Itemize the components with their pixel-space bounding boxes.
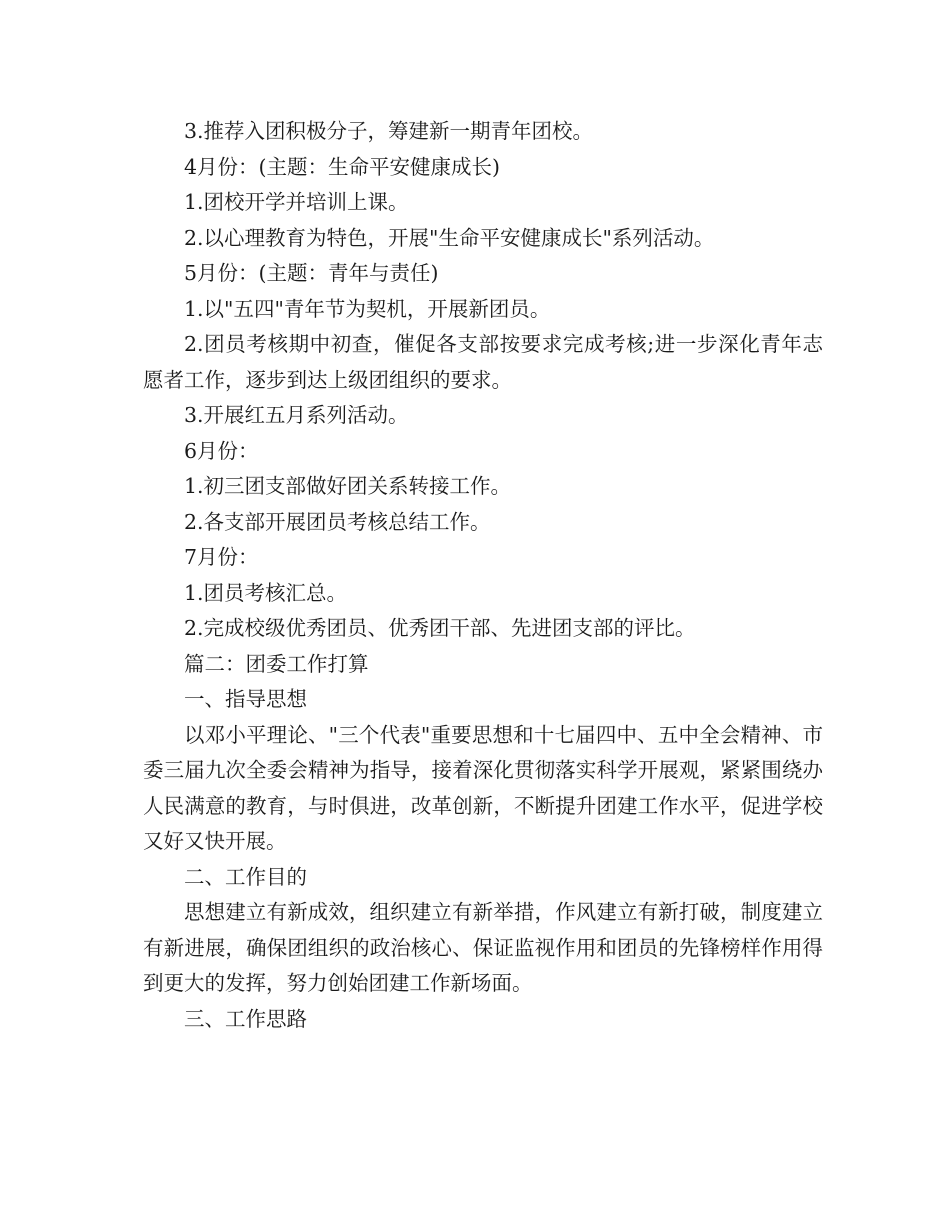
month-heading: 6月份：	[184, 438, 259, 463]
section-title: 篇二：团委工作打算	[184, 651, 369, 676]
paragraph: 1.团员考核汇总。	[184, 580, 348, 605]
document-body	[143, 114, 823, 1037]
month-heading: 7月份：	[184, 545, 259, 569]
paragraph: 以邓小平理论、"三个代表"重要思想和十七届四中、五中全会精神、市委三届九次全委会精神为指导，接着深化贯彻落实科学开展观，紧紧围绕办人民满意的教育，与时俱进，改革创新，不断提升团建工作水平，促进学校又好又快开展。	[143, 722, 823, 853]
paragraph: 1.团校开学并培训上课。	[184, 190, 409, 214]
section-heading: 三、工作思路	[184, 1006, 307, 1031]
paragraph: 3.开展红五月系列活动。	[184, 403, 409, 427]
section-heading: 二、工作目的	[184, 864, 307, 889]
paragraph: 3.推荐入团积极分子，筹建新一期青年团校。	[184, 119, 594, 143]
paragraph: 2.团员考核期中初查，催促各支部按要求完成考核;进一步深化青年志愿者工作，逐步到达上级团组织的要求。	[143, 332, 823, 392]
paragraph: 1.初三团支部做好团关系转接工作。	[184, 474, 512, 498]
month-heading: 4月份：(主题：生命平安健康成长)	[184, 154, 501, 179]
paragraph: 2.各支部开展团员考核总结工作。	[184, 509, 491, 534]
paragraph: 2.完成校级优秀团员、优秀团干部、先进团支部的评比。	[184, 616, 696, 640]
paragraph: 2.以心理教育为特色，开展"生命平安健康成长"系列活动。	[184, 225, 715, 250]
paragraph: 1.以"五四"青年节为契机，开展新团员。	[184, 296, 551, 321]
month-heading: 5月份：(主题：青年与责任)	[184, 261, 439, 285]
section-heading: 一、指导思想	[184, 687, 307, 711]
paragraph: 思想建立有新成效，组织建立有新举措，作风建立有新打破，制度建立有新进展，确保团组织的政治核心、保证监视作用和团员的先锋榜样作用得到更大的发挥，努力创始团建工作新场面。	[143, 900, 823, 995]
